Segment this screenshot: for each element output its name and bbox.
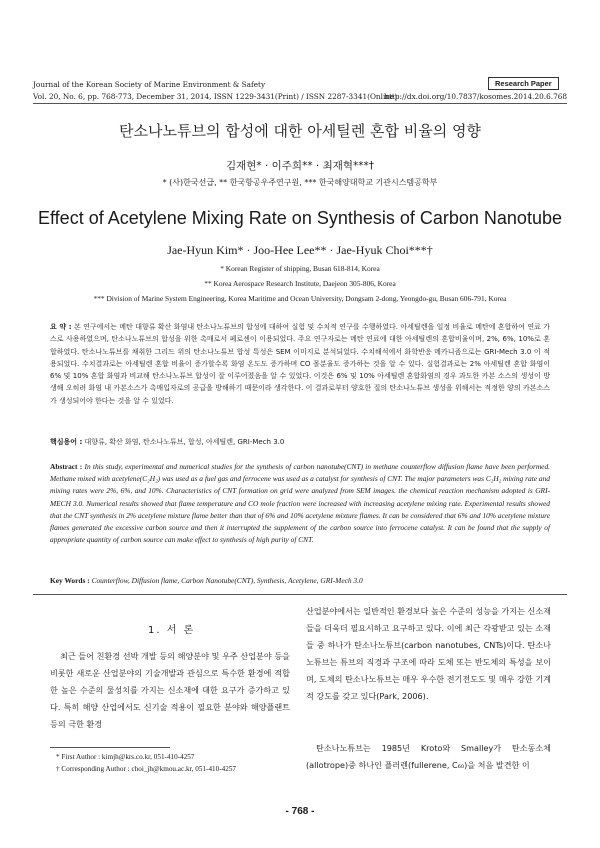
authors-english: Jae-Hyun Kim* · Joo-Hee Lee** · Jae-Hyuk Choi***† [167,243,433,257]
footnote-first-author: * First Author : kimjh@krs.co.kr, 051-410-4257 [56,753,195,761]
affiliation-line-1: * Korean Register of shipping, Busan 618-814, Korea [220,264,380,273]
section-heading-introduction: 1. 서 론 [148,625,196,636]
footnote-corresponding-author: † Corresponding Author : choi_jh@kmou.ac.kr, 051-410-4257 [56,765,237,773]
title-korean: 탄소나노튜브의 합성에 대한 아세틸렌 혼합 비율의 영향 [119,122,481,140]
intro-paragraph-left: 최근 들어 친환경 선박 개발 등의 해양분야 및 우주 산업분야 등을 비롯한 새로운 산업분야의 기술개발과 관심으로 특수한 환경에 적합한 높은 수준의 물성치를 가지는 신소재에 대한 요구가 증가하고 있다. 특히 해양 산업에서도 신기술 적용이 필요한 분야와 해양플랜트 등의 극한 환경 [50,651,290,730]
abstract-english [50,461,550,546]
keywords-english [50,576,550,585]
intro-paragraph-right-2: 탄소나노튜브는 1985년 Kroto와 Smalley가 탄소동소체(allotrope)중 하나인 플러렌(fullerene, C₆₀)을 처음 발견한 이 [306,743,551,771]
abstract-korean [50,321,550,407]
abstract-korean-text: 본 연구에서는 메탄 대향류 확산 화염내 탄소나노튜브의 합성에 대하여 실험 및 수치적 연구를 수행하였다. 아세틸렌을 일정 비율로 메탄에 혼합하여 연료 가스로 사용하였으며, 탄소나노튜브의 합성을 위한 촉매로서 페로센이 이용되었다. 주요 연구자로는 메탄 연료에 대한 아세틸렌의 혼합비율이며, 2%, 6%, 10%로 혼합하였다. 탄소나노튜브를 채취한 그리드 위의 탄소나노튜브 합성 특성은 SEM 이미지로 분석되었다. 수치해석에서 화학반응 메카니즘으로는 GRI-Mech 3.0 이 적용되었다. 수치결과로는 아세틸렌 혼합 비율이 증가할수록 화염 온도도 증가하며 CO 몰분율도 증가하는 것을 알 수 있다. 실험결과로는 2% 아세틸렌 혼합 화염이 6% 및 10% 혼합 화염과 비교해 탄소나노튜브 합성이 잘 이루어졌음을 알 수 있었다. 이것은 6% 및 10% 아세틸렌 혼합화염의 경우 과도한 카본 소스의 생성이 방생해 오히려 화염 내 카본소스가 촉매입자로의 공급을 방해하기 때문이라 생각한다. 이 결과로부터 양호한 질의 탄소나노튜브 생성을 위해서는 적정한 양의 카본소스가 생성되어야 한다는 것을 알 수 있었다. [50,323,550,405]
page-number: - 768 - [285,806,315,817]
abstract-english-label: Abstract : [50,462,83,471]
research-paper-badge: Research Paper [488,77,559,90]
abstract-english-text: In this study, experimental and numerical studies for the synthesis of carbon nanotube(CNT) in methane counterflow diffusion flame have been performed. Methane mixed with acetylene(C₂H₂) was used as a fuel gas and ferrocene was used as a catalyst for synthesis of CNT. The major parameters was C₂H₂ mixing rate and mixing rates were 2%, 6%, and 10%. Characteristics of CNT formation on grid were analyzed from SEM images. the chemical reaction mechanism adopted is GRI-MECH 3.0. Numerical results showed that flame temperature and CO mole fraction were increased with increasing acetylene mixing rate. Experimental results showed that the CNT synthesis in 2% acetylene mixture flame better than that of 6% and 10% acetylene mixture flames. It can be considered that 6% and 10% acetylene mixture flames generated the excessive carbon source and then it interrupted the supplement of the carbon source into ferrocene catalyst. It can be found that the supply of appropriate quantity of carbon source can make effect to synthesis of high purity of CNT. [50,462,551,545]
keywords-korean-label: 핵심용어 : [50,438,83,446]
intro-paragraph-right-1: 산업분야에서는 일반적인 환경보다 높은 수준의 성능을 가지는 신소재들을 더욱더 필요시하고 요구하고 있다. 이에 최근 각광받고 있는 소재들 중 하나가 탄소나노튜브(carbon nanotubes, CNTs)이다. 탄소나노튜브는 튜브의 직경과 구조에 따라 도체 또는 반도체의 특성을 보이며, 도체의 탄소나노튜브는 매우 우수한 전기전도도 및 매우 강한 기계적 강도를 갖고 있다(Park, 2006). [306,606,551,702]
keywords-english-label: Key Words : [50,576,90,585]
affiliation-line-3: *** Division of Marine System Engineering, Korea Maritime and Ocean University, Dongsam 2-dong, Yeongdo-gu, Busan 606-791, Korea [93,294,507,303]
affiliation-line-2: ** Korea Aerospace Research Institute, Daejeon 305-806, Korea [204,279,396,288]
abstract-rule [33,594,567,595]
keywords-korean [50,436,550,448]
title-english: Effect of Acetylene Mixing Rate on Synthesis of Carbon Nanotube [38,208,562,228]
abstract-korean-label: 요 약 : [50,323,72,331]
affiliations-korean: * (사)한국선급, ** 한국항공우주연구원, *** 한국해양대학교 기관시스템공학부 [162,178,438,187]
doi-link[interactable]: http://dx.doi.org/10.7837/kosomes.2014.20.6.768 [384,92,567,101]
journal-name: Journal of the Korean Society of Marine Environment & Safety [33,80,266,89]
volume-info: Vol. 20, No. 6, pp. 768-773, December 31, 2014, ISSN 1229-3431(Print) / ISSN 2287-3341(Online) [33,92,398,101]
keywords-english-text: Counterflow, Diffusion flame, Carbon Nanotube(CNT), Synthesis, Acetylene, GRI-Mech 3.0 [91,576,363,585]
keywords-korean-text: 대향류, 확산 화염, 탄소나노튜브, 합성, 아세틸렌, GRI-Mech 3.0 [84,438,285,446]
footnote-rule [50,747,170,748]
authors-korean: 김재현* · 이주희** · 최재혁***† [225,160,375,172]
header-rule [33,103,567,104]
